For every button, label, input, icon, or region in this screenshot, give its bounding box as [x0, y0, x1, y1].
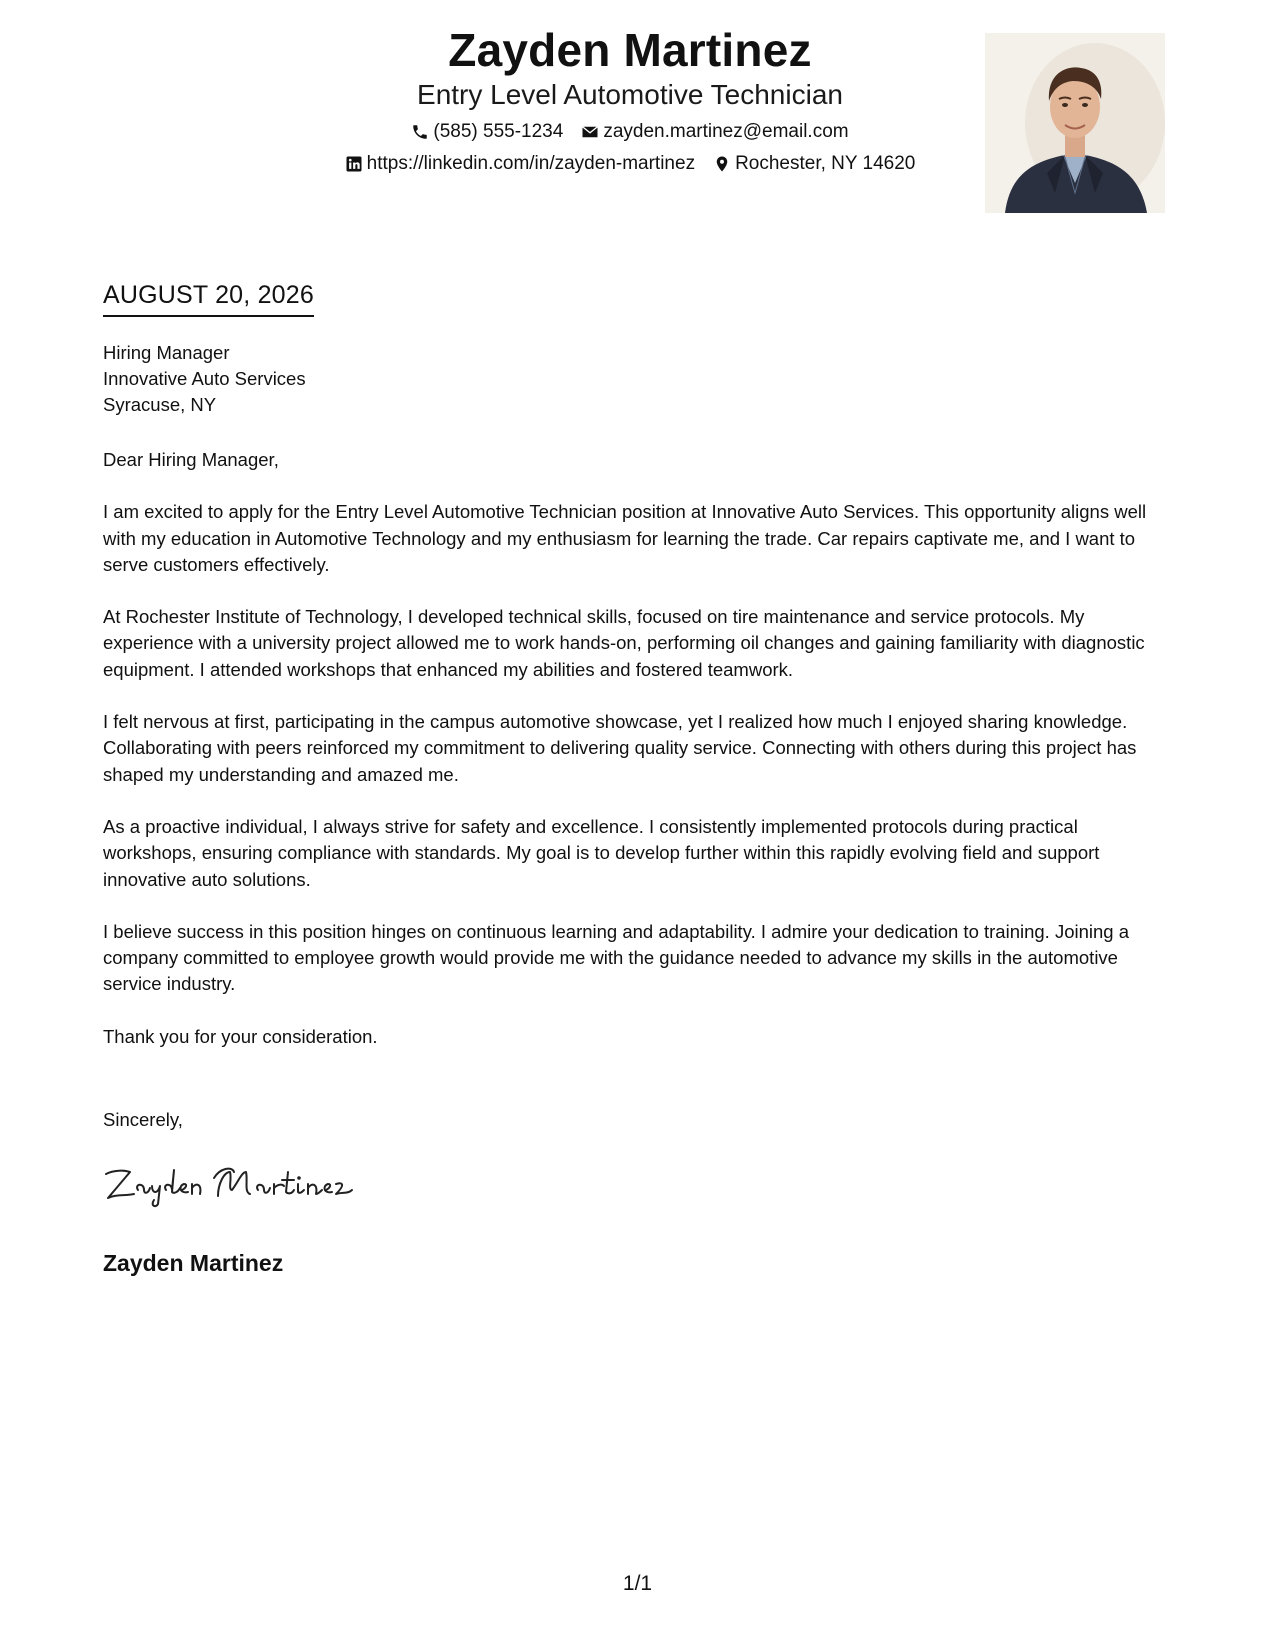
applicant-title: Entry Level Automotive Technician	[417, 79, 843, 110]
phone-number: (585) 555-1234	[433, 121, 564, 142]
linkedin-icon	[345, 155, 363, 173]
contact-location	[713, 152, 915, 176]
letter-body	[103, 447, 1173, 1076]
header-text-block	[230, 22, 1030, 176]
valediction: Sincerely,	[103, 1109, 183, 1130]
letter-date: AUGUST 20, 2026	[103, 279, 314, 317]
contact-email[interactable]	[581, 120, 848, 144]
salutation: Dear Hiring Manager,	[103, 449, 279, 470]
signer-name: Zayden Martinez	[103, 1250, 284, 1276]
recipient-block	[103, 340, 306, 418]
map-pin-icon	[713, 155, 731, 173]
phone-icon	[411, 123, 429, 141]
body-paragraph: I am excited to apply for the Entry Level Automotive Technician position at Innovative Auto Services. This opportunity aligns well with my education in Automotive Technology and my enthusiasm for learning the trade. Car repairs captivate me, and I want to serve customers effectively.	[103, 501, 1147, 575]
envelope-icon	[581, 123, 599, 141]
page-number: 1/1	[622, 1572, 653, 1595]
body-paragraph: At Rochester Institute of Technology, I developed technical skills, focused on tire maintenance and service protocols. My experience with a university project allowed me to work hands-on, performing oil changes and gaining familiarity with diagnostic equipment. I attended workshops that enhanced my abilities and fostered teamwork.	[103, 606, 1145, 680]
thanks-line: Thank you for your consideration.	[103, 1025, 378, 1047]
handwritten-signature	[100, 1160, 370, 1210]
contact-row-primary	[230, 120, 1030, 144]
body-paragraph: I believe success in this position hinges on continuous learning and adaptability. I admire your dedication to training. Joining a company committed to employee growth would provide me with the guidance needed to advance my skills in the automotive service industry.	[103, 920, 1130, 995]
recipient-location: Syracuse, NY	[103, 394, 217, 415]
contact-linkedin[interactable]	[345, 152, 695, 176]
recipient-role: Hiring Manager	[103, 342, 230, 363]
email-address: zayden.martinez@email.com	[603, 121, 849, 142]
linkedin-url: https://linkedin.com/in/zayden-martinez	[366, 153, 696, 174]
letter-header	[0, 22, 1275, 222]
location-text: Rochester, NY 14620	[735, 153, 916, 174]
applicant-name: Zayden Martinez	[448, 24, 812, 76]
contact-row-secondary	[230, 152, 1030, 176]
profile-photo	[985, 33, 1165, 213]
contact-phone[interactable]	[411, 120, 563, 144]
recipient-company: Innovative Auto Services	[103, 368, 306, 389]
body-paragraph: As a proactive individual, I always strive for safety and excellence. I consistently implemented protocols during practical workshops, ensuring compliance with standards. My goal is to develop further within this rapidly evolving field and support innovative auto solutions.	[103, 815, 1100, 890]
body-paragraph: I felt nervous at first, participating in the campus automotive showcase, yet I realized how much I enjoyed sharing knowledge. Collaborating with peers reinforced my commitment to delivering quality service. Connecting with others during this project has shaped my understanding and amazed me.	[103, 711, 1137, 785]
